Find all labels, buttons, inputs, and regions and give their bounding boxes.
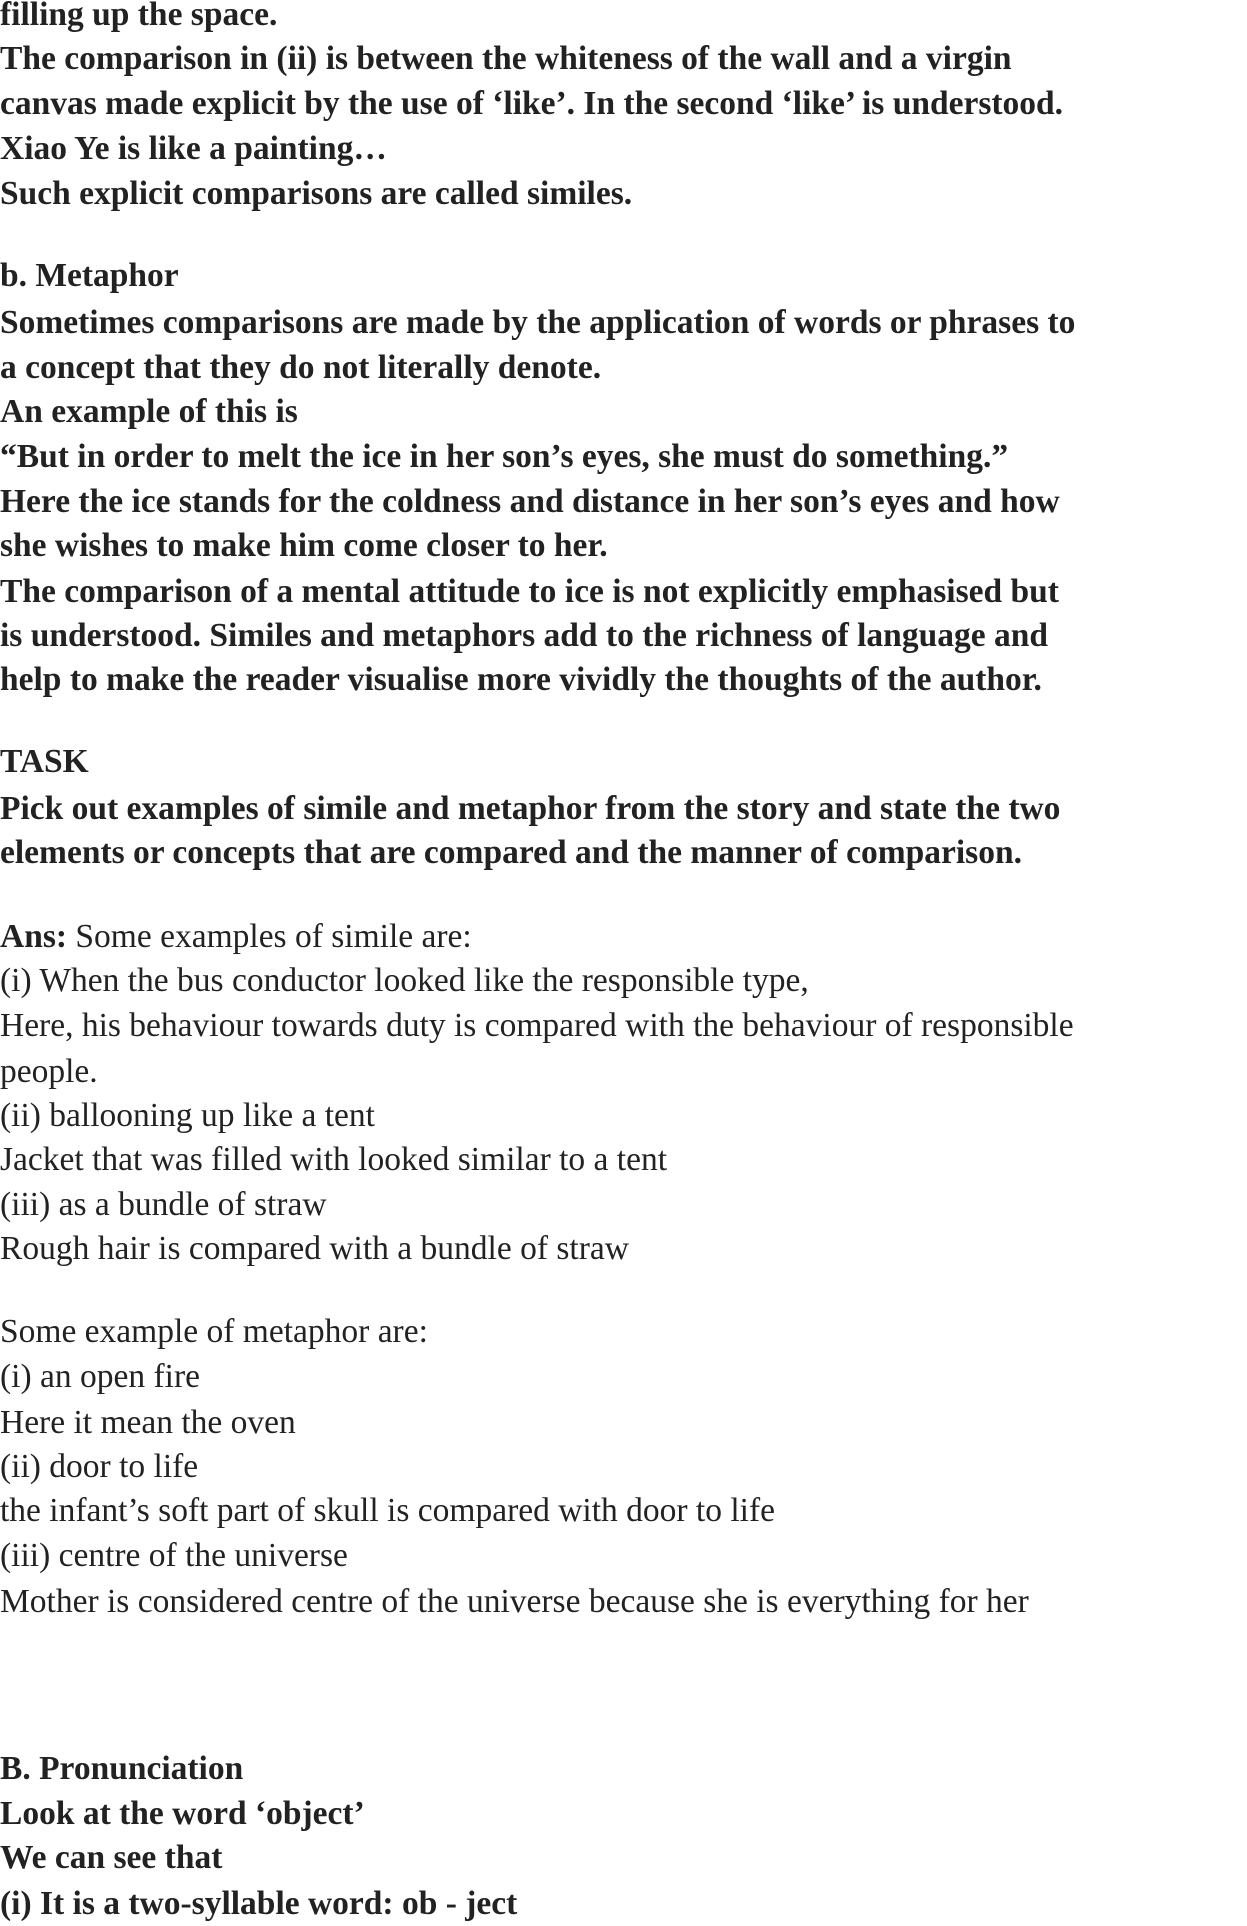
text-line: The comparison in (ii) is between the whiteness of the wall and a virgin [0, 40, 1012, 77]
text-line: Xiao Ye is like a painting… [0, 130, 387, 167]
list-item: (iii) as a bundle of straw [0, 1186, 327, 1223]
text-line: filling up the space. [0, 0, 278, 33]
list-item-explanation: Here, his behaviour towards duty is compared with the behaviour of responsible [0, 1007, 1074, 1044]
text-line: An example of this is [0, 393, 298, 430]
section-heading-pronunciation: B. Pronunciation [0, 1750, 244, 1787]
list-item-explanation: Rough hair is compared with a bundle of straw [0, 1230, 629, 1267]
text-line: The comparison of a mental attitude to ice is not explicitly emphasised but [0, 573, 1059, 610]
text-line: canvas made explicit by the use of ‘like’. In the second ‘like’ is understood. [0, 85, 1064, 122]
text-line: We can see that [0, 1839, 223, 1876]
list-item-explanation: Jacket that was filled with looked similar to a tent [0, 1141, 668, 1178]
list-item-explanation: the infant’s soft part of skull is compared with door to life [0, 1492, 775, 1529]
list-item: (iii) centre of the universe [0, 1537, 348, 1574]
list-item-explanation: Mother is considered centre of the universe because she is everything for her [0, 1583, 1029, 1620]
text-line: she wishes to make him come closer to her. [0, 527, 608, 564]
list-item-explanation: Here it mean the oven [0, 1404, 296, 1441]
text-line: help to make the reader visualise more vividly the thoughts of the author. [0, 661, 1042, 698]
list-intro: Some example of metaphor are: [0, 1313, 428, 1350]
list-item: (ii) ballooning up like a tent [0, 1097, 375, 1134]
text-line: Sometimes comparisons are made by the application of words or phrases to [0, 304, 1076, 341]
answer-intro-text: Some examples of simile are: [67, 918, 472, 955]
answer-label: Ans: [0, 918, 68, 955]
list-item: (ii) door to life [0, 1448, 199, 1485]
quotation-line: “But in order to melt the ice in her son’s eyes, she must do something.” [0, 438, 1009, 475]
list-item: (i) When the bus conductor looked like the responsible type, [0, 962, 809, 999]
text-line: (i) It is a two-syllable word: ob - ject [0, 1885, 518, 1922]
task-instruction-line: Pick out examples of simile and metaphor from the story and state the two [0, 790, 1061, 827]
text-line: Such explicit comparisons are called similes. [0, 175, 633, 212]
text-line: Look at the word ‘object’ [0, 1795, 365, 1832]
section-heading-task: TASK [0, 743, 89, 780]
list-item: (i) an open fire [0, 1358, 200, 1395]
text-line: is understood. Similes and metaphors add to the richness of language and [0, 617, 1048, 654]
list-item-explanation: people. [0, 1053, 98, 1090]
section-heading-metaphor: b. Metaphor [0, 257, 179, 294]
answer-intro-line [0, 915, 472, 959]
text-line: Here the ice stands for the coldness and distance in her son’s eyes and how [0, 483, 1060, 520]
text-line: a concept that they do not literally denote. [0, 349, 602, 386]
task-instruction-line: elements or concepts that are compared and the manner of comparison. [0, 834, 1022, 871]
